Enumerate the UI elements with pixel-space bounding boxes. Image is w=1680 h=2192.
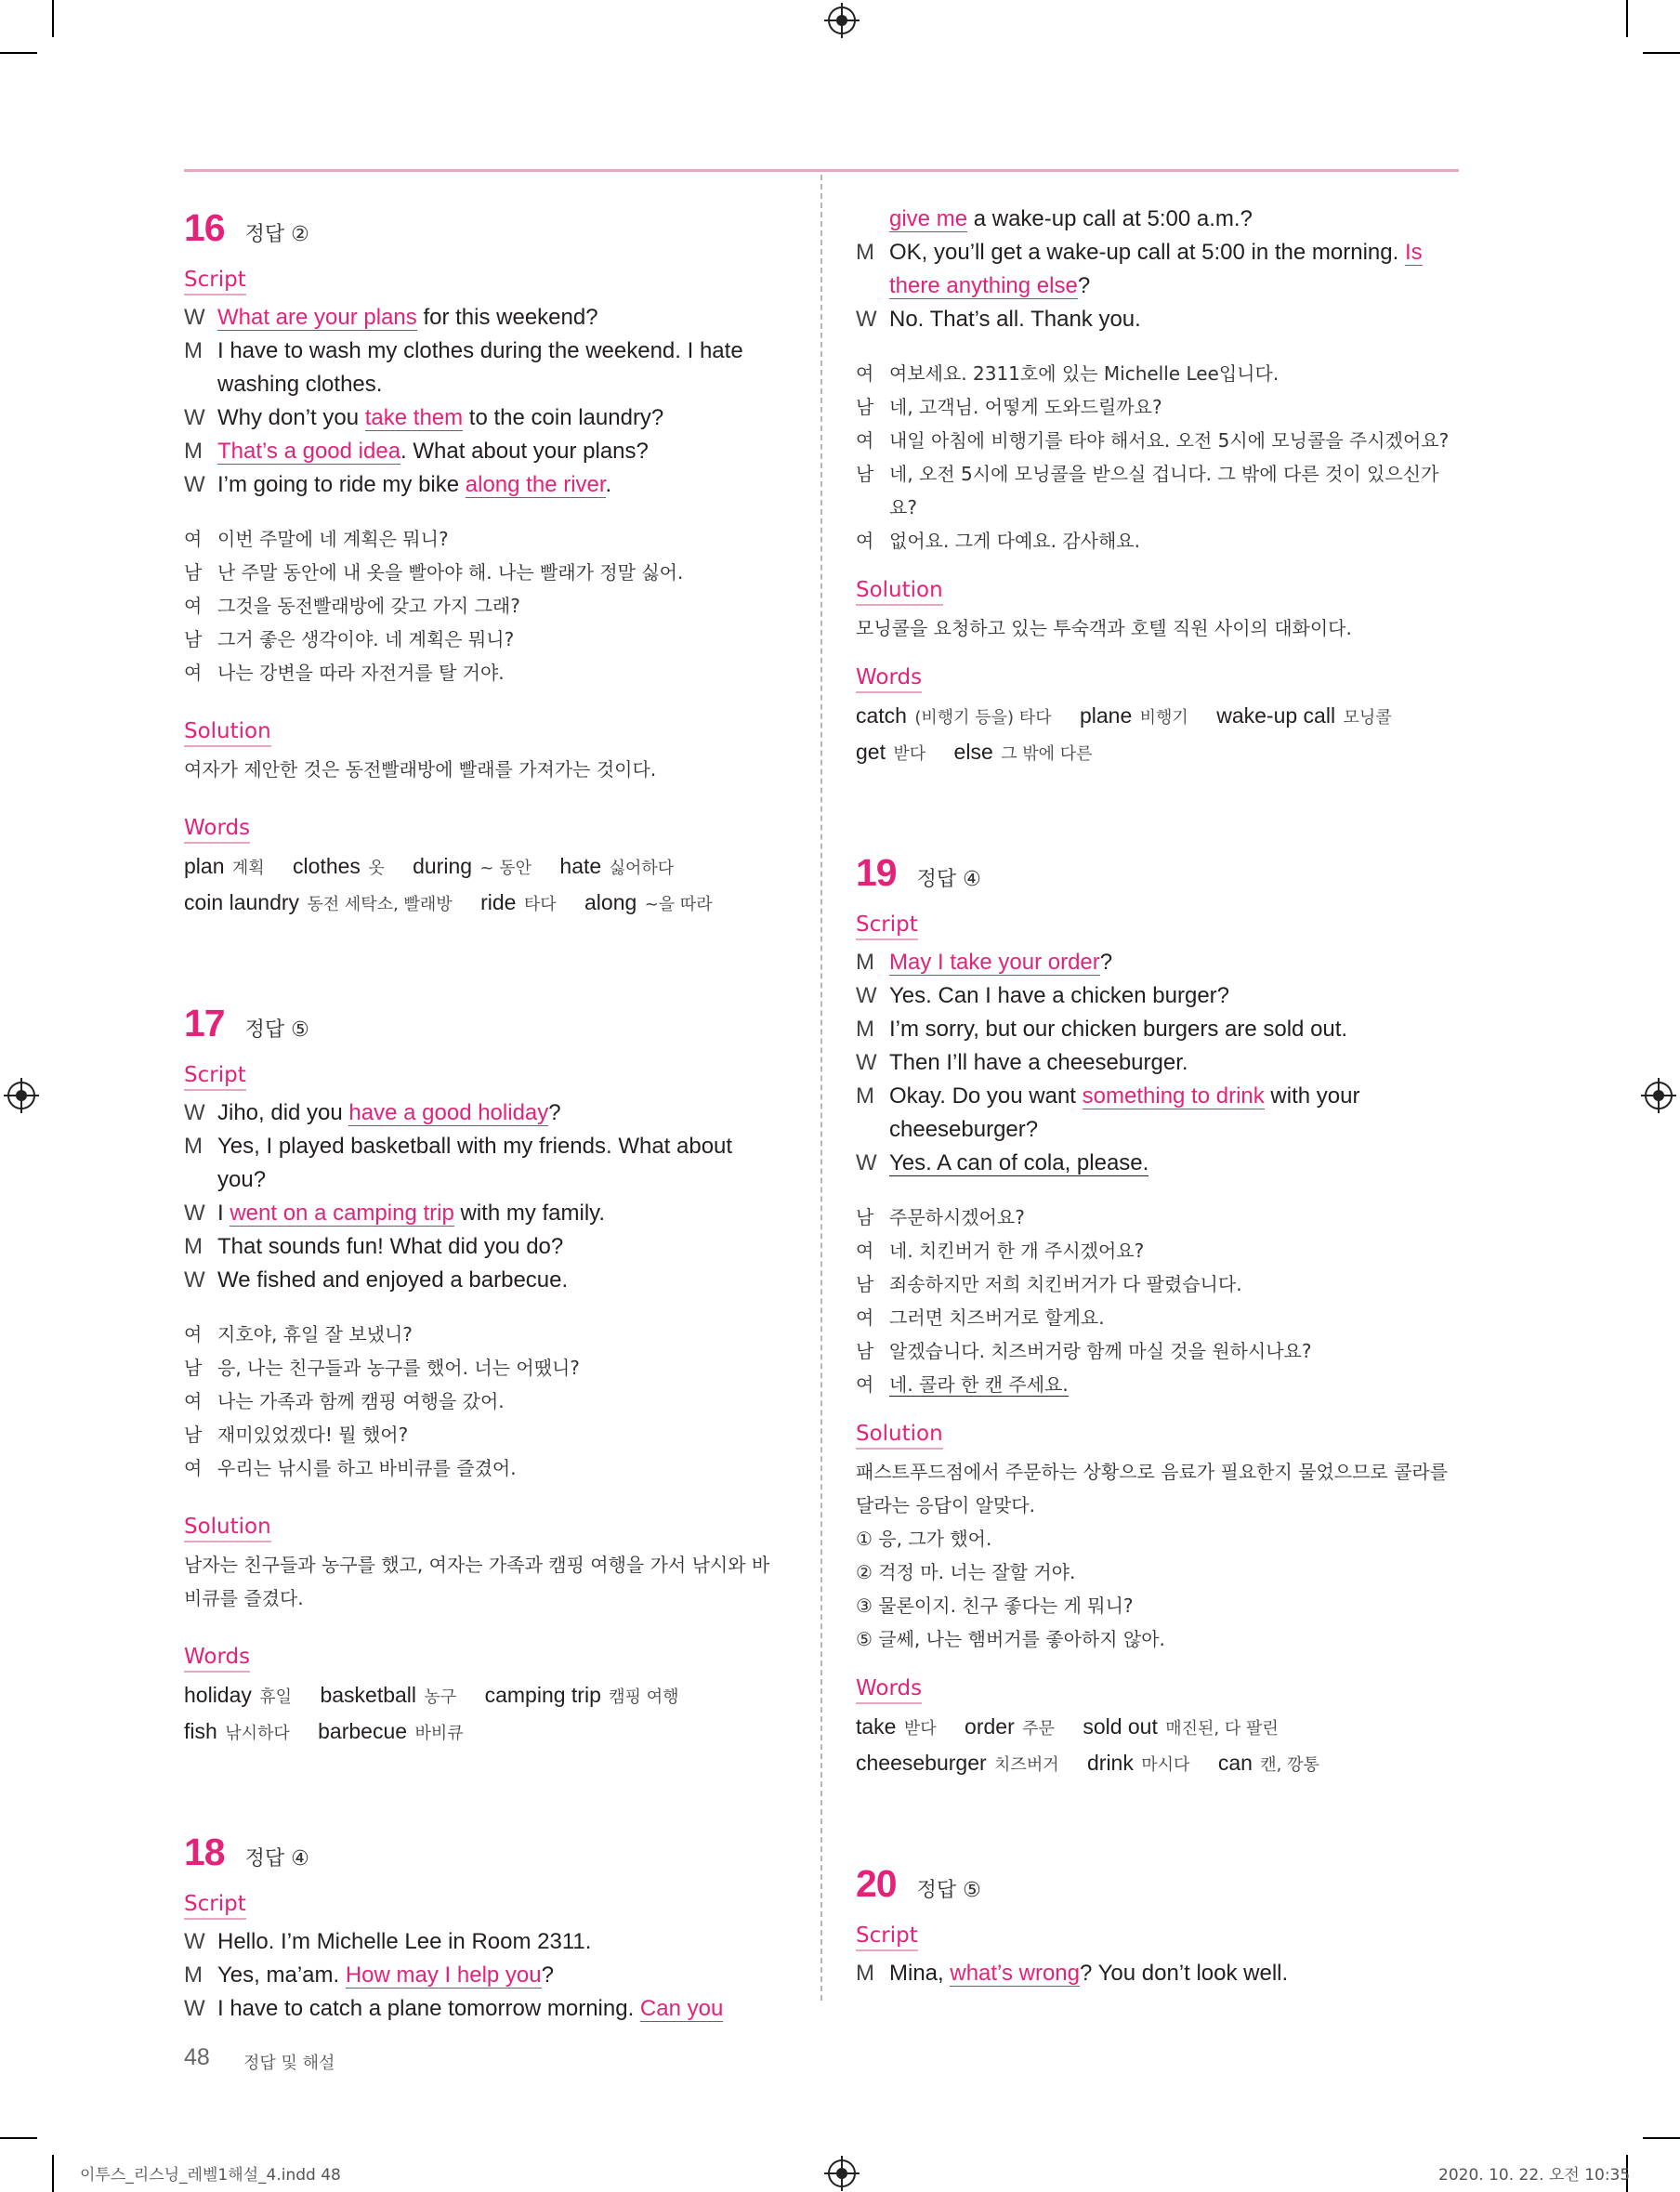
word-entry xyxy=(856,703,1074,728)
key-phrase: May I take your order xyxy=(889,950,1100,975)
solution-text: 여자가 제안한 것은 동전빨래방에 빨래를 가져가는 것이다. xyxy=(184,758,657,781)
script-heading: Script xyxy=(184,1061,246,1091)
word-english: else xyxy=(953,740,1000,764)
word-korean: 매진된, 다 팔린 xyxy=(1165,1719,1279,1739)
question-number: 16 xyxy=(184,206,225,249)
dialogue-text: Then I’ll have a cheeseburger. xyxy=(889,1050,1188,1075)
dialogue-text: I have to catch a plane tomorrow morning. xyxy=(217,1996,640,2021)
speaker-label: 여 xyxy=(184,1457,203,1479)
solution-heading: Solution xyxy=(856,1420,943,1450)
speaker-label: M xyxy=(184,1234,203,1259)
word-entry xyxy=(856,1751,1082,1775)
word-english: plane xyxy=(1079,703,1138,728)
crop-mark xyxy=(52,0,54,37)
registration-mark-icon xyxy=(828,7,856,34)
slug-date: 2020. 10. 22. 오전 10:35 xyxy=(1438,2166,1631,2185)
word-korean: 휴일 xyxy=(259,1687,293,1707)
korean-translation xyxy=(856,1201,1456,1401)
word-list xyxy=(184,849,784,922)
word-list xyxy=(856,1710,1456,1782)
translation-line xyxy=(856,1368,1456,1401)
word-entry xyxy=(480,890,579,914)
option-item: ② 걱정 마. 너는 잘할 거야. xyxy=(856,1561,1076,1583)
word-english: can xyxy=(1217,1751,1259,1775)
speaker-label: 남 xyxy=(856,463,874,485)
speaker-label: M xyxy=(856,1017,874,1042)
question-number: 19 xyxy=(856,851,897,894)
answer-key: 정답 ④ xyxy=(916,868,981,891)
header-rule xyxy=(184,169,1459,172)
dialogue-line xyxy=(184,1130,784,1197)
word-entry xyxy=(1080,703,1211,728)
speaker-label: 여 xyxy=(856,1373,874,1396)
word-entry xyxy=(1216,703,1413,728)
translation-text: 그것을 동전빨래방에 갖고 가지 그래? xyxy=(217,595,520,617)
speaker-label: 여 xyxy=(184,662,203,684)
crop-mark xyxy=(1643,52,1680,54)
translation-line xyxy=(856,1301,1456,1334)
translation-line xyxy=(856,1234,1456,1267)
translation-text: 난 주말 동안에 내 옷을 빨아야 해. 나는 빨래가 정말 싫어. xyxy=(217,561,684,584)
dialogue-line xyxy=(184,1992,784,2026)
word-korean: 캔, 깡통 xyxy=(1260,1755,1319,1775)
korean-translation xyxy=(184,522,784,689)
speaker-label: 여 xyxy=(856,1306,874,1329)
speaker-label: W xyxy=(184,405,205,430)
dialogue-text: No. That’s all. Thank you. xyxy=(889,307,1141,332)
key-phrase: That’s a good idea xyxy=(217,439,401,464)
word-korean: 그 밖에 다른 xyxy=(1001,744,1093,764)
words-heading: Words xyxy=(856,663,922,693)
dialogue-text: I’m going to ride my bike xyxy=(217,472,466,497)
translation-line xyxy=(184,1451,784,1485)
speaker-label: 남 xyxy=(856,1206,874,1228)
word-korean: (비행기 등을) 타다 xyxy=(914,708,1052,728)
dialogue-text: with your cheeseburger? xyxy=(889,1083,1360,1142)
dialogue-text: Mina, xyxy=(889,1961,951,1986)
translation-text: 죄송하지만 저희 치킨버거가 다 팔렸습니다. xyxy=(889,1273,1242,1295)
speaker-label: 여 xyxy=(856,1240,874,1262)
dialogue-line xyxy=(856,236,1456,303)
speaker-label: 여 xyxy=(856,530,874,552)
registration-mark-icon xyxy=(7,1082,35,1109)
solution-heading: Solution xyxy=(184,717,271,747)
key-phrase: something to drink xyxy=(1082,1083,1265,1109)
solution-heading: Solution xyxy=(856,576,943,606)
dialogue-line xyxy=(184,1197,784,1230)
dialogue-line xyxy=(184,1264,784,1297)
word-english: wake-up call xyxy=(1216,703,1342,728)
word-entry xyxy=(965,1714,1077,1739)
korean-translation xyxy=(184,1318,784,1485)
word-korean: 동전 세탁소, 빨래방 xyxy=(307,895,453,914)
word-entry xyxy=(485,1683,702,1707)
dialogue-text: with my family. xyxy=(453,1201,606,1226)
word-korean: 비행기 xyxy=(1139,708,1188,728)
speaker-label: W xyxy=(856,307,877,332)
words-heading: Words xyxy=(184,814,250,844)
speaker-label: 남 xyxy=(856,1340,874,1362)
crop-mark xyxy=(0,2137,37,2139)
dialogue-line xyxy=(856,203,1456,236)
script-heading: Script xyxy=(856,911,918,940)
dialogue-line xyxy=(184,468,784,502)
speaker-label: M xyxy=(184,1962,203,1988)
speaker-label: 남 xyxy=(856,1273,874,1295)
dialogue-line xyxy=(184,401,784,435)
word-entry xyxy=(184,890,475,914)
word-korean: 낚시하다 xyxy=(225,1724,290,1743)
dialogue-text: ? xyxy=(1099,950,1113,975)
option-list xyxy=(856,1522,1456,1656)
dialogue-line xyxy=(856,979,1456,1013)
word-english: catch xyxy=(856,703,913,728)
speaker-label: W xyxy=(856,1150,877,1175)
word-korean: 계획 xyxy=(231,859,265,878)
script-lines xyxy=(184,301,784,502)
translation-line xyxy=(856,424,1456,457)
speaker-label: W xyxy=(184,1100,205,1125)
dialogue-text: Yes, I played basketball with my friends. What about you? xyxy=(217,1134,733,1192)
word-english: sold out xyxy=(1083,1714,1164,1739)
translation-line xyxy=(856,357,1456,390)
key-phrase: What are your plans xyxy=(217,305,417,330)
translation-text: 그거 좋은 생각이야. 네 계획은 뭐니? xyxy=(217,628,515,650)
speaker-label: W xyxy=(184,1929,205,1954)
dialogue-text: That sounds fun! What did you do? xyxy=(217,1234,564,1259)
word-english: during xyxy=(413,854,479,878)
word-entry xyxy=(1083,1714,1300,1739)
script-lines xyxy=(856,946,1456,1180)
page-number: 48 xyxy=(184,2044,210,2070)
dialogue-line xyxy=(184,335,784,401)
key-phrase: what’s wrong xyxy=(950,1961,1080,1986)
key-phrase: have a good holiday xyxy=(348,1100,549,1125)
speaker-label: 남 xyxy=(184,561,203,584)
script-lines xyxy=(184,1925,784,2026)
script-heading: Script xyxy=(856,1922,918,1951)
question-number: 17 xyxy=(184,1002,225,1044)
script-heading: Script xyxy=(184,266,246,295)
speaker-label: M xyxy=(184,1134,203,1159)
word-list xyxy=(184,1678,784,1751)
word-english: barbecue xyxy=(318,1719,413,1743)
registration-mark-icon xyxy=(828,2159,856,2187)
question-18 xyxy=(184,1831,784,2026)
word-english: clothes xyxy=(293,854,367,878)
words-heading: Words xyxy=(184,1643,250,1673)
word-korean: 받다 xyxy=(903,1719,937,1739)
word-english: along xyxy=(584,890,643,914)
section-title: 정답 및 해설 xyxy=(243,2054,335,2073)
speaker-label: M xyxy=(184,338,203,363)
word-korean: 받다 xyxy=(893,744,926,764)
solution-text: 모닝콜을 요청하고 있는 투숙객과 호텔 직원 사이의 대화이다. xyxy=(856,617,1352,639)
word-english: plan xyxy=(184,854,230,878)
slug-filename: 이투스_리스닝_레벨1해설_4.indd 48 xyxy=(80,2166,341,2185)
word-english: fish xyxy=(184,1719,224,1743)
speaker-label: W xyxy=(184,1996,205,2021)
dialogue-line xyxy=(184,301,784,335)
speaker-label: W xyxy=(184,1201,205,1226)
translation-text: 우리는 낚시를 하고 바비큐를 즐겼어. xyxy=(217,1457,517,1479)
key-phrase: How may I help you xyxy=(345,1962,542,1988)
word-entry xyxy=(413,854,554,878)
word-english: ride xyxy=(480,890,522,914)
dialogue-text: Yes. A can of cola, please. xyxy=(889,1150,1149,1175)
translation-text: 여보세요. 2311호에 있는 Michelle Lee입니다. xyxy=(889,362,1280,385)
word-english: camping trip xyxy=(484,1683,608,1707)
translation-line xyxy=(856,1201,1456,1234)
translation-text: 네, 고객님. 어떻게 도와드릴까요? xyxy=(889,396,1162,418)
word-english: hate xyxy=(559,854,608,878)
script-lines xyxy=(184,1096,784,1297)
dialogue-text: We fished and enjoyed a barbecue. xyxy=(217,1267,569,1293)
dialogue-line xyxy=(856,1080,1456,1147)
key-phrase: along the river xyxy=(465,472,606,497)
answer-key: 정답 ⑤ xyxy=(916,1879,981,1902)
speaker-label: M xyxy=(856,240,874,265)
dialogue-text: Yes. Can I have a chicken burger? xyxy=(889,983,1230,1008)
translation-text: 지호야, 휴일 잘 보냈니? xyxy=(217,1323,413,1345)
dialogue-text: I’m sorry, but our chicken burgers are sold out. xyxy=(889,1017,1348,1042)
word-korean: 캠핑 여행 xyxy=(609,1687,679,1707)
translation-line xyxy=(184,1351,784,1385)
dialogue-line xyxy=(856,303,1456,336)
translation-text: 재미있었겠다! 뭘 했어? xyxy=(217,1424,409,1446)
word-english: basketball xyxy=(320,1683,423,1707)
dialogue-text: Okay. Do you want xyxy=(889,1083,1083,1109)
word-list xyxy=(856,699,1456,771)
translation-text: 그러면 치즈버거로 할게요. xyxy=(889,1306,1105,1329)
word-english: take xyxy=(856,1714,902,1739)
word-entry xyxy=(184,854,287,878)
dialogue-line xyxy=(856,946,1456,979)
key-phrase: Is there anything else xyxy=(889,240,1423,298)
question-18-continued xyxy=(856,203,1456,771)
word-korean: 농구 xyxy=(424,1687,457,1707)
dialogue-line xyxy=(184,435,784,468)
translation-line xyxy=(856,1267,1456,1301)
word-entry xyxy=(954,740,1115,764)
word-entry xyxy=(318,1719,485,1743)
left-column xyxy=(184,204,784,2026)
word-entry xyxy=(184,1719,312,1743)
dialogue-text: Yes, ma’am. xyxy=(217,1962,346,1988)
dialogue-text: a wake-up call at 5:00 a.m.? xyxy=(967,206,1253,231)
crop-mark xyxy=(1643,2137,1680,2139)
dialogue-text: OK, you’ll get a wake-up call at 5:00 in the morning. xyxy=(889,240,1405,265)
word-entry xyxy=(856,1714,959,1739)
translation-text: 주문하시겠어요? xyxy=(889,1206,1025,1228)
dialogue-text: . xyxy=(605,472,612,497)
translation-line xyxy=(856,390,1456,424)
script-lines xyxy=(856,1957,1456,1990)
key-phrase: take them xyxy=(364,405,464,430)
dialogue-text: ? xyxy=(548,1100,561,1125)
script-lines xyxy=(856,203,1456,336)
word-entry xyxy=(584,890,735,914)
word-english: drink xyxy=(1087,1751,1140,1775)
word-entry xyxy=(320,1683,479,1707)
dialogue-line xyxy=(856,1046,1456,1080)
word-korean: 타다 xyxy=(523,895,557,914)
dialogue-line xyxy=(184,1959,784,1992)
word-english: order xyxy=(965,1714,1021,1739)
question-number: 18 xyxy=(184,1831,225,1873)
script-heading: Script xyxy=(184,1890,246,1920)
speaker-label: W xyxy=(856,1050,877,1075)
translation-text: 이번 주말에 네 계획은 뭐니? xyxy=(217,528,449,550)
word-entry xyxy=(856,740,948,764)
translation-line xyxy=(856,524,1456,558)
dialogue-line xyxy=(856,1957,1456,1990)
translation-line xyxy=(856,457,1456,524)
dialogue-text: for this weekend? xyxy=(416,305,598,330)
word-english: get xyxy=(856,740,892,764)
word-korean: 모닝콜 xyxy=(1343,708,1392,728)
word-korean: 바비큐 xyxy=(414,1724,464,1743)
column-divider xyxy=(820,175,822,2001)
speaker-label: 여 xyxy=(856,362,874,385)
translation-text: 나는 강변을 따라 자전거를 탈 거야. xyxy=(217,662,505,684)
solution-heading: Solution xyxy=(184,1513,271,1542)
dialogue-text: Jiho, did you xyxy=(217,1100,349,1125)
dialogue-text: to the coin laundry? xyxy=(463,405,664,430)
key-phrase: Can you xyxy=(639,1996,724,2021)
speaker-label: 남 xyxy=(184,1357,203,1379)
translation-text: 응, 나는 친구들과 농구를 했어. 너는 어땠니? xyxy=(217,1357,580,1379)
dialogue-text: ? You don’t look well. xyxy=(1080,1961,1289,1986)
dialogue-text: ? xyxy=(1077,273,1091,298)
option-item: ⑤ 글쎄, 나는 햄버거를 좋아하지 않아. xyxy=(856,1628,1165,1650)
translation-line xyxy=(856,1334,1456,1368)
solution-text: 남자는 친구들과 농구를 했고, 여자는 가족과 캠핑 여행을 가서 낚시와 바비큐를 즐겼다. xyxy=(184,1554,770,1609)
translation-line xyxy=(184,656,784,689)
question-20 xyxy=(856,1862,1456,1990)
words-heading: Words xyxy=(856,1674,922,1704)
question-17 xyxy=(184,1002,784,1751)
word-entry xyxy=(1087,1751,1212,1775)
dialogue-text: ? xyxy=(541,1962,554,1988)
translation-line xyxy=(184,1385,784,1418)
speaker-label: 여 xyxy=(184,528,203,550)
dialogue-text: Why don’t you xyxy=(217,405,365,430)
speaker-label: 여 xyxy=(184,595,203,617)
dialogue-line xyxy=(184,1925,784,1959)
word-korean: 싫어하다 xyxy=(609,859,675,878)
dialogue-text: . What about your plans? xyxy=(400,439,649,464)
word-english: coin laundry xyxy=(184,890,306,914)
word-korean: 치즈버거 xyxy=(994,1755,1059,1775)
answer-key: 정답 ⑤ xyxy=(244,1018,309,1042)
crop-mark xyxy=(0,52,37,54)
speaker-label: W xyxy=(184,1267,205,1293)
speaker-label: 남 xyxy=(184,1424,203,1446)
translation-text: 네. 치킨버거 한 개 주시겠어요? xyxy=(889,1240,1145,1262)
speaker-label: W xyxy=(856,983,877,1008)
crop-mark xyxy=(52,2155,54,2192)
speaker-label: M xyxy=(856,1083,874,1109)
speaker-label: M xyxy=(856,950,874,975)
question-19 xyxy=(856,851,1456,1782)
key-phrase: went on a camping trip xyxy=(230,1201,454,1226)
word-korean: 마시다 xyxy=(1141,1755,1190,1775)
word-korean: ~ 동안 xyxy=(479,859,532,878)
dialogue-text: Hello. I’m Michelle Lee in Room 2311. xyxy=(217,1929,592,1954)
solution-text: 패스트푸드점에서 주문하는 상황으로 음료가 필요한지 물었으므로 콜라를 달라는 응답이 알맞다. xyxy=(856,1461,1449,1516)
translation-text: 알겠습니다. 치즈버거랑 함께 마실 것을 원하시나요? xyxy=(889,1340,1312,1362)
option-item: ① 응, 그가 했어. xyxy=(856,1528,992,1550)
speaker-label: W xyxy=(184,472,205,497)
speaker-label: 남 xyxy=(184,628,203,650)
dialogue-line xyxy=(856,1147,1456,1180)
right-column xyxy=(856,203,1456,1990)
word-english: cheeseburger xyxy=(856,1751,993,1775)
answer-key: 정답 ④ xyxy=(244,1847,309,1870)
translation-text: 네. 콜라 한 캔 주세요. xyxy=(889,1373,1069,1396)
crop-mark xyxy=(1626,0,1628,37)
translation-text: 없어요. 그게 다예요. 감사해요. xyxy=(889,530,1140,552)
word-english: holiday xyxy=(184,1683,258,1707)
dialogue-text: I xyxy=(217,1201,230,1226)
word-korean: 옷 xyxy=(368,859,385,878)
speaker-label: M xyxy=(184,439,203,464)
translation-text: 내일 아침에 비행기를 타야 해서요. 오전 5시에 모닝콜을 주시겠어요? xyxy=(889,429,1450,452)
translation-line xyxy=(184,1418,784,1451)
translation-text: 나는 가족과 함께 캠핑 여행을 갔어. xyxy=(217,1390,505,1412)
dialogue-line xyxy=(856,1013,1456,1046)
word-entry xyxy=(559,854,696,878)
translation-line xyxy=(184,589,784,623)
word-korean: 주문 xyxy=(1022,1719,1055,1739)
question-16 xyxy=(184,206,784,922)
speaker-label: 여 xyxy=(184,1323,203,1345)
question-number: 20 xyxy=(856,1862,897,1905)
dialogue-line xyxy=(184,1096,784,1130)
dialogue-line xyxy=(184,1230,784,1264)
translation-line xyxy=(184,1318,784,1351)
option-item: ③ 물론이지. 친구 좋다는 게 뭐니? xyxy=(856,1595,1134,1617)
translation-line xyxy=(184,556,784,589)
dialogue-text: I have to wash my clothes during the weekend. I hate washing clothes. xyxy=(217,338,743,397)
speaker-label: 여 xyxy=(856,429,874,452)
registration-mark-icon xyxy=(1645,1082,1673,1109)
speaker-label: M xyxy=(856,1961,874,1986)
word-korean: ~을 따라 xyxy=(644,895,713,914)
speaker-label: 여 xyxy=(184,1390,203,1412)
translation-line xyxy=(184,522,784,556)
word-entry xyxy=(1218,1751,1342,1775)
word-entry xyxy=(184,1683,314,1707)
translation-text: 네, 오전 5시에 모닝콜을 받으실 겁니다. 그 밖에 다른 것이 있으신가요? xyxy=(889,463,1439,518)
korean-translation xyxy=(856,357,1456,558)
word-entry xyxy=(293,854,407,878)
key-phrase: give me xyxy=(889,206,968,231)
speaker-label: 남 xyxy=(856,396,874,418)
answer-key: 정답 ② xyxy=(244,223,309,246)
translation-line xyxy=(184,623,784,656)
speaker-label: W xyxy=(184,305,205,330)
